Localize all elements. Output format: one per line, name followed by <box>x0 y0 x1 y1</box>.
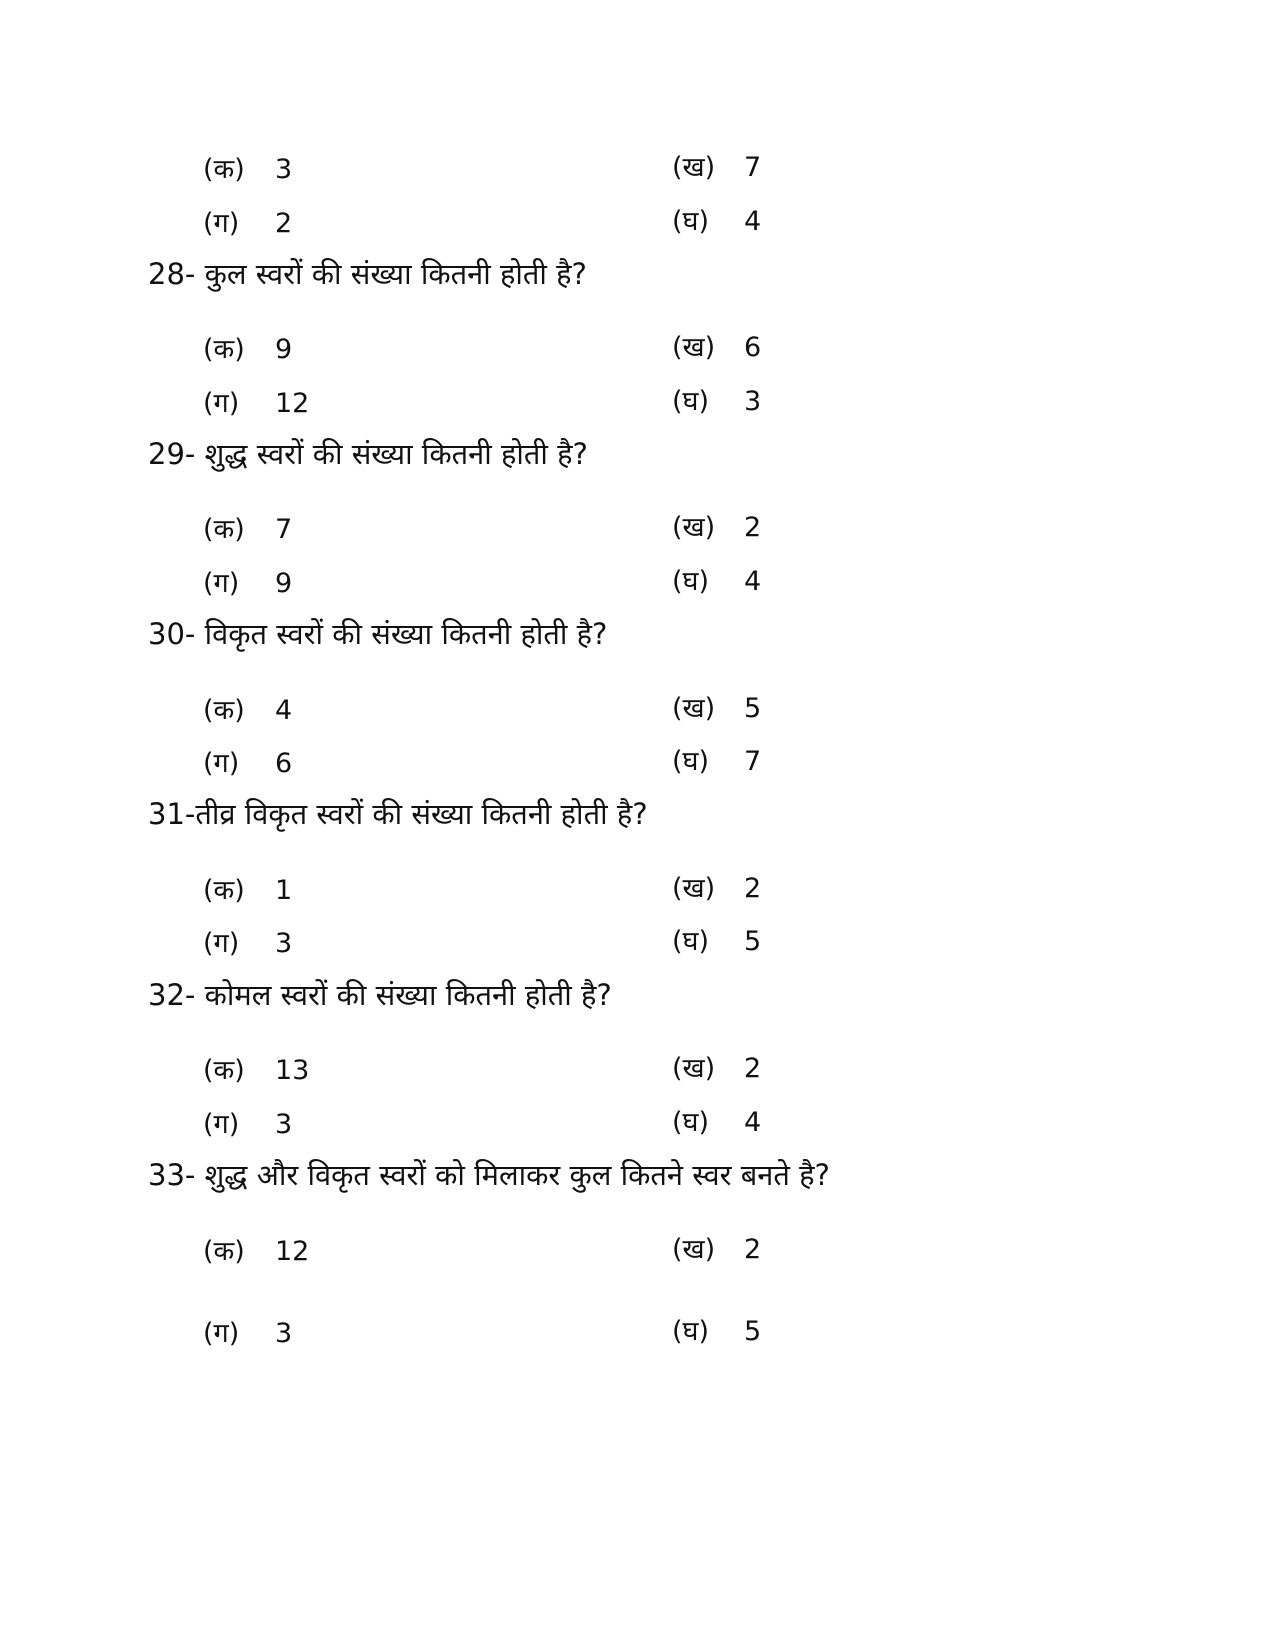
option-a <box>203 693 292 729</box>
option-label: (क) <box>203 514 245 545</box>
option-d <box>672 744 761 780</box>
option-label: (ग) <box>203 568 240 599</box>
option-label: (घ) <box>672 1107 710 1138</box>
option-label: (क) <box>203 1236 245 1267</box>
option-d <box>672 924 761 960</box>
option-b <box>672 871 761 907</box>
option-value: 7 <box>275 514 293 545</box>
option-d <box>672 1105 761 1141</box>
option-c <box>203 1316 292 1352</box>
option-label: (घ) <box>672 566 710 597</box>
option-a <box>203 1053 309 1089</box>
option-label: (घ) <box>672 746 710 777</box>
option-label: (ग) <box>203 1318 240 1349</box>
option-value: 13 <box>275 1055 310 1086</box>
option-a <box>203 152 292 188</box>
option-value: 7 <box>744 152 762 183</box>
option-value: 3 <box>744 386 762 417</box>
option-value: 6 <box>744 332 762 363</box>
option-value: 2 <box>744 512 762 543</box>
option-value: 3 <box>275 154 293 185</box>
option-value: 6 <box>275 748 293 779</box>
option-value: 4 <box>744 566 762 597</box>
option-c <box>203 206 292 242</box>
option-a <box>203 512 292 548</box>
option-value: 4 <box>744 1107 762 1138</box>
option-value: 4 <box>744 206 762 237</box>
option-label: (घ) <box>672 1316 710 1347</box>
option-value: 5 <box>744 926 762 957</box>
option-d <box>672 204 761 240</box>
option-value: 3 <box>275 1109 293 1140</box>
option-b <box>672 330 761 366</box>
option-a <box>203 332 292 368</box>
option-label: (क) <box>203 334 245 365</box>
option-label: (घ) <box>672 206 710 237</box>
option-label: (क) <box>203 1055 245 1086</box>
option-label: (ग) <box>203 748 240 779</box>
option-label: (घ) <box>672 926 710 957</box>
option-b <box>672 691 761 727</box>
option-c <box>203 1107 292 1143</box>
question-text: 29- शुद्ध स्वरों की संख्या कितनी होती है? <box>148 437 588 471</box>
option-value: 1 <box>275 875 293 906</box>
option-b <box>672 510 761 546</box>
option-value: 2 <box>744 1053 762 1084</box>
option-d <box>672 1314 761 1350</box>
option-value: 2 <box>275 208 293 239</box>
option-value: 12 <box>275 1236 310 1267</box>
option-label: (ख) <box>672 1053 716 1084</box>
option-label: (ग) <box>203 1109 240 1140</box>
option-label: (ख) <box>672 332 716 363</box>
option-label: (क) <box>203 154 245 185</box>
option-label: (ख) <box>672 693 716 724</box>
question-text: 30- विकृत स्वरों की संख्या कितनी होती है? <box>148 617 608 651</box>
option-b <box>672 1232 761 1268</box>
option-value: 3 <box>275 1318 293 1349</box>
option-b <box>672 150 761 186</box>
option-label: (घ) <box>672 386 710 417</box>
option-c <box>203 566 292 602</box>
option-label: (ख) <box>672 1234 716 1265</box>
option-label: (ख) <box>672 152 716 183</box>
option-value: 5 <box>744 1316 762 1347</box>
question-text: 32- कोमल स्वरों की संख्या कितनी होती है? <box>148 978 612 1012</box>
option-label: (क) <box>203 695 245 726</box>
option-label: (क) <box>203 875 245 906</box>
question-text: 33- शुद्ध और विकृत स्वरों को मिलाकर कुल कितने स्वर बनते है? <box>148 1158 830 1192</box>
option-d <box>672 384 761 420</box>
option-value: 7 <box>744 746 762 777</box>
option-b <box>672 1051 761 1087</box>
question-text: 31-तीव्र विकृत स्वरों की संख्या कितनी होती है? <box>148 797 648 831</box>
option-value: 2 <box>744 1234 762 1265</box>
option-a <box>203 1234 309 1270</box>
option-label: (ग) <box>203 928 240 959</box>
option-value: 5 <box>744 693 762 724</box>
option-value: 3 <box>275 928 293 959</box>
option-value: 9 <box>275 334 293 365</box>
option-label: (ख) <box>672 512 716 543</box>
option-value: 4 <box>275 695 293 726</box>
option-value: 2 <box>744 873 762 904</box>
option-c <box>203 386 309 422</box>
question-text: 28- कुल स्वरों की संख्या कितनी होती है? <box>148 257 587 291</box>
option-value: 12 <box>275 388 310 419</box>
option-c <box>203 926 292 962</box>
option-label: (ख) <box>672 873 716 904</box>
option-value: 9 <box>275 568 293 599</box>
option-a <box>203 873 292 909</box>
option-label: (ग) <box>203 208 240 239</box>
option-c <box>203 746 292 782</box>
option-label: (ग) <box>203 388 240 419</box>
option-d <box>672 564 761 600</box>
